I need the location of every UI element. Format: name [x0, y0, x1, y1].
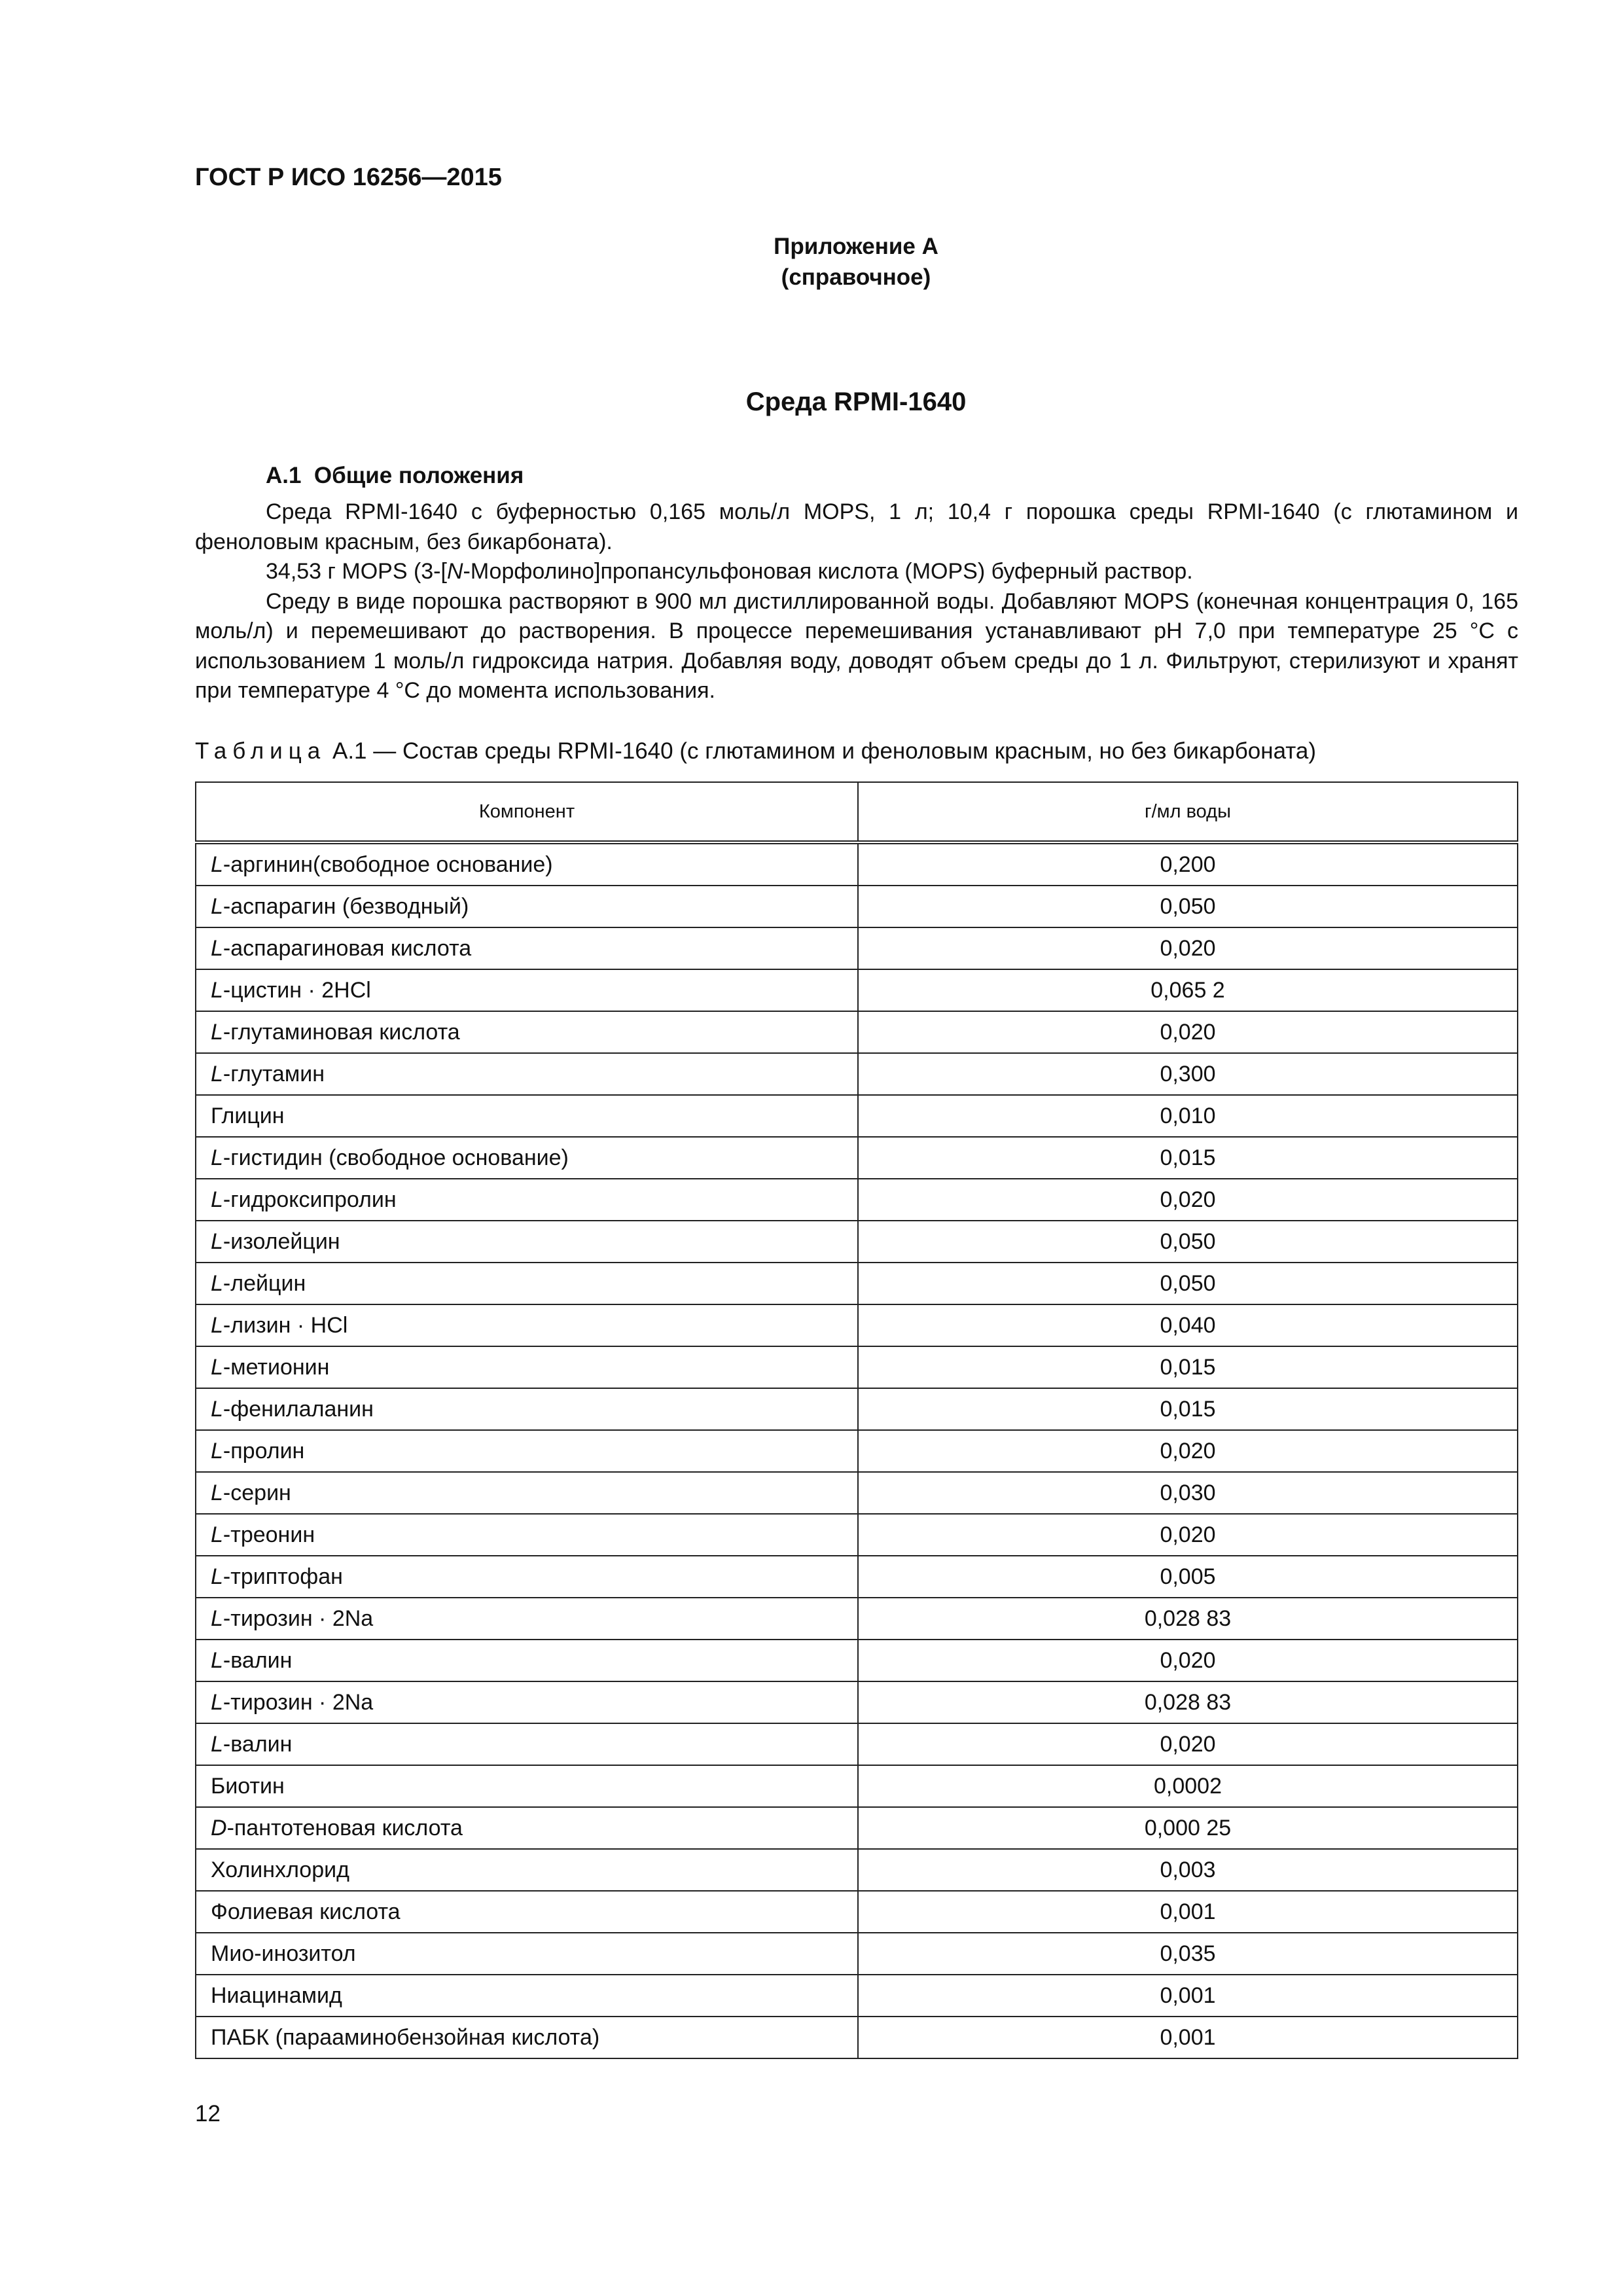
isomer-prefix: L [211, 893, 223, 919]
value-cell: 0,015 [858, 1346, 1518, 1388]
table-row [196, 1011, 1518, 1053]
component-name: -метионин [223, 1354, 330, 1380]
isomer-prefix: L [211, 1480, 223, 1505]
component-name: -изолейцин [223, 1229, 340, 1254]
component-cell [196, 927, 858, 969]
table-row [196, 886, 1518, 927]
component-name: -аспарагиновая кислота [223, 935, 472, 961]
value-cell: 0,020 [858, 1640, 1518, 1681]
table-row [196, 1304, 1518, 1346]
isomer-prefix: L [211, 977, 223, 1003]
table-row [196, 927, 1518, 969]
component-cell [196, 1388, 858, 1430]
value-cell: 0,005 [858, 1556, 1518, 1598]
value-cell: 0,001 [858, 1891, 1518, 1933]
value-cell: 0,050 [858, 1263, 1518, 1304]
component-cell [196, 1807, 858, 1849]
component-name: -гидроксипролин [223, 1187, 397, 1212]
value-cell: 0,020 [858, 927, 1518, 969]
isomer-prefix: L [211, 1354, 223, 1380]
component-cell [196, 1640, 858, 1681]
isomer-prefix: L [211, 1605, 223, 1631]
isomer-prefix: D [211, 1815, 227, 1840]
table-caption-label: Таблица [195, 738, 327, 764]
component-cell [196, 1472, 858, 1514]
composition-table [195, 781, 1518, 2059]
component-name: Фолиевая кислота [211, 1899, 401, 1924]
value-cell: 0,065 2 [858, 969, 1518, 1011]
value-cell: 0,015 [858, 1388, 1518, 1430]
component-name: -лейцин [223, 1270, 306, 1296]
isomer-prefix: L [211, 1689, 223, 1715]
table-row [196, 1891, 1518, 1933]
component-cell [196, 1304, 858, 1346]
table-row [196, 1053, 1518, 1095]
annex-title: Приложение А [774, 234, 938, 259]
component-name: Глицин [211, 1103, 285, 1128]
isomer-prefix: L [211, 1061, 223, 1086]
section-number: А.1 [266, 463, 302, 488]
table-row [196, 1221, 1518, 1263]
isomer-prefix: L [211, 1229, 223, 1254]
table-row [196, 2017, 1518, 2058]
value-cell: 0,028 83 [858, 1598, 1518, 1640]
paragraph-2-part: -Морфолино]пропансульфоновая кислота (MOPS) буферный раствор. [463, 559, 1193, 584]
table-row [196, 1430, 1518, 1472]
component-cell [196, 1095, 858, 1137]
component-cell [196, 1933, 858, 1975]
value-cell: 0,020 [858, 1430, 1518, 1472]
section-title: Общие положения [313, 463, 524, 488]
isomer-prefix: L [211, 1396, 223, 1422]
component-cell [196, 842, 858, 886]
body-text [195, 497, 1518, 706]
component-cell [196, 1179, 858, 1221]
table-row [196, 1723, 1518, 1765]
component-name: ПАБК (парааминобензойная кислота) [211, 2024, 600, 2050]
isomer-prefix: L [211, 1731, 223, 1757]
table-row [196, 1933, 1518, 1975]
value-cell: 0,040 [858, 1304, 1518, 1346]
table-row [196, 1263, 1518, 1304]
value-cell: 0,020 [858, 1723, 1518, 1765]
component-name: -аргинин(свободное основание) [223, 852, 553, 877]
table-row [196, 1556, 1518, 1598]
component-name: -пантотеновая кислота [226, 1815, 463, 1840]
component-cell [196, 1765, 858, 1807]
component-name: -аспарагин (безводный) [223, 893, 469, 919]
table-row [196, 842, 1518, 886]
component-cell [196, 1723, 858, 1765]
component-cell [196, 886, 858, 927]
component-cell [196, 1011, 858, 1053]
component-cell [196, 1556, 858, 1598]
component-cell [196, 1221, 858, 1263]
paragraph-2-part: 34,53 г MOPS (3-[ [266, 559, 447, 584]
component-cell [196, 969, 858, 1011]
component-name: -серин [223, 1480, 291, 1505]
isomer-prefix: L [211, 1647, 223, 1673]
value-cell: 0,050 [858, 1221, 1518, 1263]
table-row [196, 1598, 1518, 1640]
table-row [196, 1681, 1518, 1723]
table-row [196, 1179, 1518, 1221]
value-cell: 0,300 [858, 1053, 1518, 1095]
paragraph-1: Среда RPMI-1640 с буферностью 0,165 моль/л MOPS, 1 л; 10,4 г порошка среды RPMI-1640 (с глютамином и феноловым красным, без бикарбоната). [195, 499, 1518, 554]
annex-type: (справочное) [781, 264, 931, 290]
component-cell [196, 1598, 858, 1640]
component-name: -глутамин [223, 1061, 325, 1086]
isomer-prefix: L [211, 1312, 223, 1338]
component-name: -лизин · HCl [223, 1312, 348, 1338]
value-cell: 0,003 [858, 1849, 1518, 1891]
value-cell: 0,035 [858, 1933, 1518, 1975]
component-name: Мио-инозитол [211, 1941, 356, 1966]
table-row [196, 1388, 1518, 1430]
value-cell: 0,001 [858, 1975, 1518, 2017]
isomer-prefix: L [211, 1270, 223, 1296]
paragraph-2 [195, 557, 1518, 587]
value-cell: 0,050 [858, 886, 1518, 927]
value-cell: 0,030 [858, 1472, 1518, 1514]
value-cell: 0,0002 [858, 1765, 1518, 1807]
value-cell: 0,010 [858, 1095, 1518, 1137]
table-row [196, 969, 1518, 1011]
isomer-prefix: L [211, 935, 223, 961]
isomer-prefix: L [211, 1019, 223, 1045]
component-cell [196, 1975, 858, 2017]
table-row [196, 1095, 1518, 1137]
component-name: -валин [223, 1647, 293, 1673]
table-row [196, 1975, 1518, 2017]
component-cell [196, 1891, 858, 1933]
table-row [196, 1137, 1518, 1179]
column-header-value: г/мл воды [858, 782, 1518, 842]
component-cell [196, 1514, 858, 1556]
isomer-prefix: L [211, 1145, 223, 1170]
value-cell: 0,028 83 [858, 1681, 1518, 1723]
table-row [196, 1849, 1518, 1891]
page-number: 12 [195, 2101, 221, 2126]
value-cell: 0,001 [858, 2017, 1518, 2058]
paragraph-3: Среду в виде порошка растворяют в 900 мл дистиллированной воды. Добавляют MOPS (конечная концентрация 0, 165 моль/л) и перемешивают до растворения. В процессе перемешивания устанавливают pH 7,0 при температуре 25 °С с использованием 1 моль/л гидроксида натрия. Добавляя воду, доводят объем среды до 1 л. Фильтруют, стерилизуют и хранят при температуре 4 °С до момента использования. [195, 588, 1518, 703]
document-header: ГОСТ Р ИСО 16256—2015 [195, 164, 502, 191]
section-heading [266, 463, 524, 489]
component-name: -триптофан [223, 1564, 343, 1589]
isomer-prefix: L [211, 852, 223, 877]
component-name: -пролин [223, 1438, 305, 1463]
component-name: -тирозин · 2Na [223, 1689, 374, 1715]
table-row [196, 1640, 1518, 1681]
medium-title: Среда RPMI-1640 [745, 387, 967, 416]
component-cell [196, 1681, 858, 1723]
table-caption [195, 738, 1316, 764]
component-name: -цистин · 2HCl [223, 977, 371, 1003]
component-name: Ниацинамид [211, 1982, 342, 2008]
component-name: -гистидин (свободное основание) [223, 1145, 569, 1170]
component-name: -валин [223, 1731, 293, 1757]
component-name: Биотин [211, 1773, 285, 1799]
value-cell: 0,020 [858, 1179, 1518, 1221]
component-cell [196, 1430, 858, 1472]
component-name: -треонин [223, 1522, 315, 1547]
value-cell: 0,020 [858, 1514, 1518, 1556]
isomer-prefix: L [211, 1522, 223, 1547]
component-name: Холинхлорид [211, 1857, 349, 1882]
component-name: -тирозин · 2Na [223, 1605, 374, 1631]
component-cell [196, 1346, 858, 1388]
component-name: -глутаминовая кислота [223, 1019, 460, 1045]
component-cell [196, 1053, 858, 1095]
table-row [196, 1472, 1518, 1514]
component-cell [196, 1263, 858, 1304]
value-cell: 0,020 [858, 1011, 1518, 1053]
isomer-prefix: L [211, 1187, 223, 1212]
isomer-prefix: L [211, 1438, 223, 1463]
table-row [196, 1765, 1518, 1807]
component-cell [196, 1849, 858, 1891]
value-cell: 0,015 [858, 1137, 1518, 1179]
value-cell: 0,000 25 [858, 1807, 1518, 1849]
value-cell: 0,200 [858, 842, 1518, 886]
paragraph-2-italic: N [446, 559, 463, 584]
component-name: -фенилаланин [223, 1396, 374, 1422]
table-caption-text: А.1 — Состав среды RPMI-1640 (с глютамином и феноловым красным, но без бикарбоната) [332, 738, 1317, 764]
component-cell [196, 2017, 858, 2058]
table-row [196, 1514, 1518, 1556]
column-header-component: Компонент [196, 782, 858, 842]
table-row [196, 1346, 1518, 1388]
component-cell [196, 1137, 858, 1179]
isomer-prefix: L [211, 1564, 223, 1589]
table-row [196, 1807, 1518, 1849]
table-header-row [196, 782, 1518, 842]
